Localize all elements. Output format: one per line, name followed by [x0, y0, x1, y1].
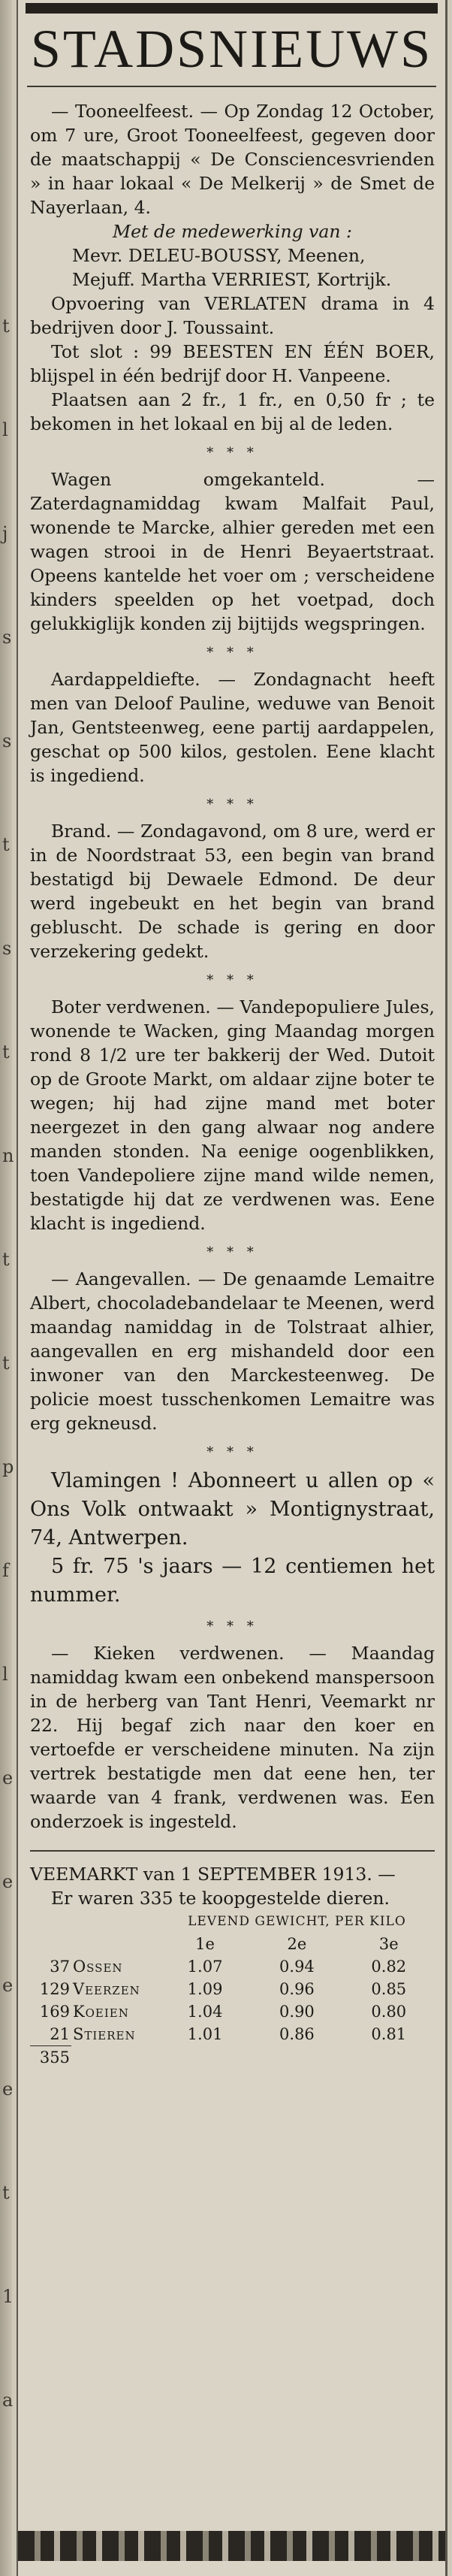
veemarkt-row [30, 2023, 435, 2046]
veemarkt-cell-v1: 1.04 [187, 2003, 223, 2021]
veemarkt-rule [30, 1850, 435, 1852]
veemarkt-cell-v1: 1.01 [187, 2025, 223, 2044]
masthead-title: STADSNIEUWS [30, 19, 433, 79]
news-aardappel: Aardappeldiefte. — Zondagnacht heeft men van Deloof Pauline, weduwe van Benoit Jan, Gentsteenweg, eene partij aardappelen, geschat op 500 kilos, gestolen. Eene klacht is ingediend. [30, 669, 435, 786]
veemarkt-title: VEEMARKT van 1 SEPTEMBER 1913. — [30, 1864, 396, 1885]
adjacent-fragment: s [2, 938, 12, 959]
adjacent-fragment: n [2, 1145, 14, 1166]
section-separator: * * * [206, 445, 258, 461]
adjacent-fragment: t [2, 2182, 10, 2203]
veemarkt-cell-v3: 0.81 [371, 2025, 407, 2044]
adjacent-fragment: s [2, 730, 12, 751]
bottom-torn-border [18, 2531, 445, 2561]
adjacent-fragment: f [2, 1560, 9, 1581]
veemarkt-cell-v2: 0.90 [279, 2003, 315, 2021]
news-kieken: — Kieken verdwenen. — Maandag namiddag kwam een onbekend manspersoon in de herberg van Tant Henri, Veemarkt nr 22. Hij begaf zich naar den koer en vertoefde er verscheidene minuten. Na zijn vertrek bestatigde men dat eene hen, ter waarde van 4 frank, verdwenen was. Een onderzoek is ingesteld. [30, 1643, 435, 1832]
veemarkt-cell-name: Stieren [72, 2025, 136, 2044]
veemarkt-header: LEVEND GEWICHT, PER KILO [188, 1914, 406, 1929]
veemarkt-cell-v1: 1.09 [187, 1980, 223, 1998]
adjacent-fragment: e [2, 1767, 14, 1788]
veemarkt-row [30, 1978, 435, 2000]
adjacent-fragment: a [2, 2390, 14, 2411]
section-separator: * * * [206, 645, 258, 661]
section-separator: * * * [206, 972, 258, 988]
veemarkt-col: 2e [287, 1935, 307, 1953]
section-separator: * * * [206, 797, 258, 812]
adjacent-fragment: t [2, 1249, 10, 1270]
veemarkt-rows [30, 1955, 435, 2046]
veemarkt-cell-v3: 0.80 [371, 2003, 407, 2021]
veemarkt-cell-name: Veerzen [72, 1980, 140, 1998]
veemarkt-cell-count: 129 [39, 1980, 70, 1998]
veemarkt-col: 3e [378, 1935, 399, 1953]
theatre-play: Opvoering van VERLATEN drama in 4 bedrijven door J. Toussaint. [30, 293, 435, 338]
adjacent-fragment: e [2, 1871, 14, 1892]
adjacent-fragment: t [2, 1042, 10, 1063]
veemarkt-cell-count: 21 [50, 2025, 70, 2043]
veemarkt-cell-name: Ossen [72, 1958, 123, 1976]
section-separator: * * * [206, 1444, 258, 1460]
veemarkt-col: 1e [195, 1935, 215, 1953]
veemarkt-row [30, 1955, 435, 1978]
adjacent-fragment: t [2, 834, 10, 855]
veemarkt-cell-count: 169 [39, 2003, 70, 2021]
theatre-performer: Mejuff. Martha VERRIEST, Kortrijk. [72, 269, 392, 290]
veemarkt-cell-v2: 0.94 [279, 1958, 315, 1976]
adjacent-fragment: 1 [2, 2286, 14, 2307]
veemarkt-cell-v2: 0.96 [279, 1980, 315, 1998]
news-wagen: Wagen omgekanteld. — Zaterdagnamiddag kwam Malfait Paul, wonende te Marcke, alhier gereden met een wagen strooi in de Henri Beyaertstraat. Opeens kantelde het voer om ; verscheidene kinders speelden op het voetpad, doch gelukkiglijk konden zij bijtijds wegspringen. [30, 469, 435, 634]
news-brand: Brand. — Zondagavond, om 8 ure, werd er in de Noordstraat 53, een begin van brand bestatigd bij Dewaele Edmond. De deur werd ingebeukt en het begin van brand gebluscht. De schade is gering en door verzekering gedekt. [30, 821, 435, 962]
theatre-cooperation: Met de medewerking van : [113, 221, 352, 242]
theatre-performer: Mevr. DELEU-BOUSSY, Meenen, [72, 245, 366, 266]
veemarkt-row [30, 2000, 435, 2023]
veemarkt-cell-v3: 0.82 [371, 1958, 407, 1976]
theatre-closing: Tot slot : 99 BEESTEN EN ÉÉN BOER, blijspel in één bedrijf door H. Vanpeene. [30, 341, 435, 386]
veemarkt-table [30, 1910, 435, 2069]
adjacent-fragment: e [2, 2079, 14, 2100]
adjacent-fragment: t [2, 1353, 10, 1374]
veemarkt-total-row [30, 2046, 435, 2070]
advert-price: 5 fr. 75 's jaars — 12 centiemen het nummer. [30, 1555, 435, 1607]
masthead-rule [27, 86, 436, 87]
adjacent-fragment: l [2, 419, 8, 440]
news-aangevallen: — Aangevallen. — De genaamde Lemaitre Albert, chocoladebandelaar te Meenen, werd maandag namiddag in de Tolstraat alhier, aangevallen en erg mishandeld door een inwoner van den Marckesteenweg. De policie moest tusschenkomen Lemaitre was erg gekneusd. [30, 1268, 435, 1434]
advert-vlamingen: Vlamingen ! Abonneert u allen op « Ons Volk ontwaakt » Montignystraat, 74, Antwerpen. [30, 1469, 435, 1550]
veemarkt-cell-name: Koeien [72, 2003, 129, 2021]
veemarkt-col-row [30, 1933, 435, 1955]
top-border-bar [26, 3, 438, 14]
veemarkt-header-row [30, 1910, 435, 1933]
adjacent-fragment: t [2, 316, 10, 337]
veemarkt-total: 355 [30, 2046, 71, 2070]
news-boter: Boter verdwenen. — Vandepopuliere Jules, wonende te Wacken, ging Maandag morgen rond 8 1/2 ure ter bakkerij der Wed. Dutoit op de Groote Markt, om aldaar zijne boter te wegen; hij had zijne mand met boter neergezet in den gang alwaar nog andere manden stonden. Na eenige oogenblikken, toen Vandepoliere zijne mand wilde nemen, bestatigde hij dat ze verdwenen was. Eene klacht is ingediend. [30, 996, 435, 1234]
veemarkt-cell-v2: 0.86 [279, 2025, 315, 2044]
adjacent-fragment: s [2, 627, 12, 648]
article-body [18, 99, 445, 2069]
section-separator: * * * [206, 1244, 258, 1260]
veemarkt-cell-count: 37 [50, 1958, 70, 1976]
adjacent-fragment: e [2, 1975, 14, 1996]
theatre-prices: Plaatsen aan 2 fr., 1 fr., en 0,50 fr ; te bekomen in het lokaal en bij al de leden. [30, 389, 435, 434]
veemarkt-subtitle: Er waren 335 te koopgestelde dieren. [51, 1888, 390, 1909]
veemarkt-cell-v3: 0.85 [371, 1980, 407, 1998]
newspaper-column [17, 0, 447, 2576]
adjacent-fragment: l [2, 1664, 8, 1685]
adjacent-fragment: j [2, 523, 8, 544]
veemarkt-cell-v1: 1.07 [187, 1958, 223, 1976]
theatre-notice: — Tooneelfeest. — Op Zondag 12 October, om 7 ure, Groot Tooneelfeest, gegeven door de maatschappij « De Consciencesvrienden » in haar lokaal « De Melkerij » de Smet de Nayerlaan, 4. [30, 101, 435, 218]
section-separator: * * * [206, 1619, 258, 1634]
adjacent-fragment: p [2, 1456, 14, 1477]
